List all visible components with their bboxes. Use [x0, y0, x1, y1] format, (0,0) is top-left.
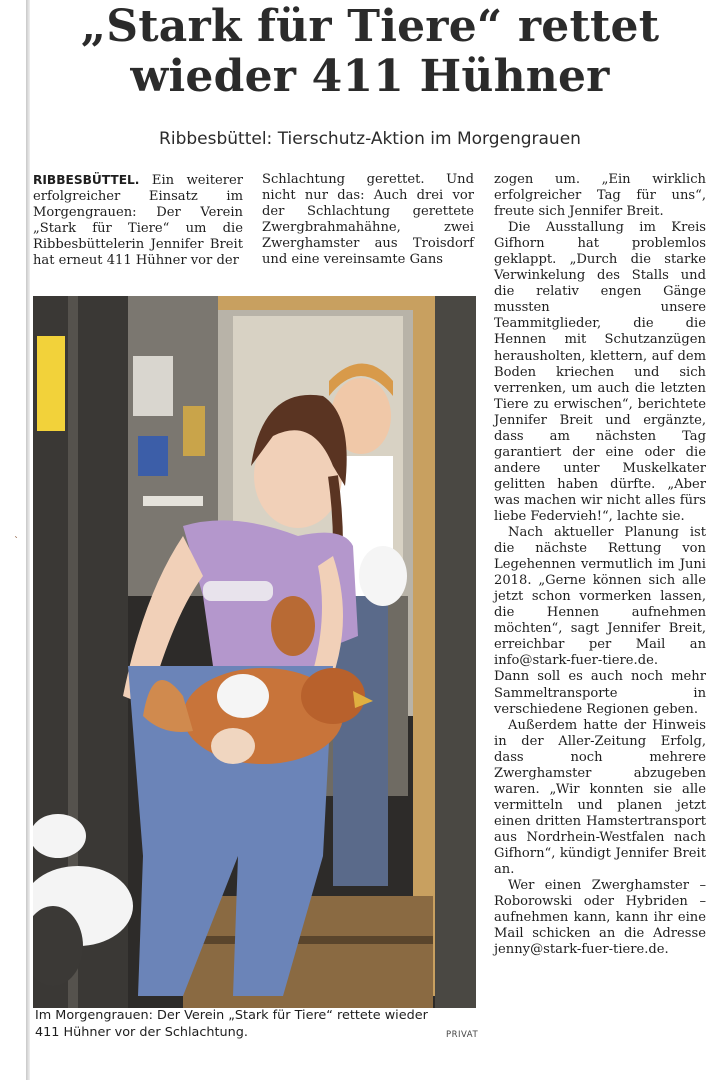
headline-line-1: „Stark für Tiere“ rettet — [80, 1, 660, 52]
article-column-3 — [494, 172, 706, 958]
photo-credit: PRIVAT — [446, 1030, 479, 1040]
paragraph: Wer einen Zwerghamster – Roborowski oder Hybriden – aufnehmen kann, kann ihr eine Mail schicken an die Adresse jenny@stark-fuer-tiere.de. — [494, 878, 706, 958]
headline — [60, 2, 680, 102]
headline-line-2: wieder 411 Hühner — [130, 51, 610, 102]
photo-illustration — [33, 296, 476, 1008]
dateline: RIBBESBÜTTEL. — [33, 173, 140, 187]
paragraph: zogen um. „Ein wirklich erfolgreicher Tag für uns“, freute sich Jennifer Breit. — [494, 172, 706, 220]
article-column-2 — [262, 172, 474, 268]
lead-paragraph — [33, 172, 243, 269]
paragraph: Nach aktueller Planung ist die nächste Rettung von Legehennen vermutlich im Juni 2018. „Gerne können sich alle jetzt schon vormerken lassen, die Hennen aufnehmen möchten“, sagt Jennifer Breit, erreichbar per Mail an info@stark-fuer-tiere.de. — [494, 525, 706, 669]
article-photo — [33, 296, 476, 1008]
paragraph: Dann soll es auch noch mehr Sammeltransporte in verschiedene Regionen geben. — [494, 669, 706, 717]
scan-edge — [26, 0, 30, 1080]
subheadline: Ribbesbüttel: Tierschutz-Aktion im Morgengrauen — [159, 129, 581, 149]
article-column-1 — [33, 172, 243, 269]
photo-caption: Im Morgengrauen: Der Verein „Stark für Tiere“ rettete wieder 411 Hühner vor der Schlachtung. — [35, 1008, 428, 1040]
lead-text: Ein weiterer erfolgreicher Einsatz im Morgengrauen: Der Verein „Stark für Tiere“ um die Ribbesbüttelerin Jennifer Breit hat erneut 411 Hühner vor der — [33, 173, 243, 269]
paragraph: Die Ausstallung im Kreis Gifhorn hat problemlos geklappt. „Durch die starke Verwinkelung des Stalls und die relativ engen Gänge mussten unsere Teammitglieder, die die Hennen mit Schutzanzügen herausholten, klettern, auf dem Boden kriechen und sich verrenken, um auch die letzten Tiere zu erwischen“, berichtete Jennifer Breit und ergänzte, dass am nächsten Tag garantiert der eine oder die andere unter Muskelkater gelitten haben dürfte. „Aber was machen wir nicht alles fürs liebe Federvieh!“, lachte sie. — [494, 220, 706, 524]
paragraph: Schlachtung gerettet. Und nicht nur das: Auch drei vor der Schlachtung gerettete Zwergbrahmahähne, zwei Zwerghamster aus Troisdorf und eine vereinsamte Gans — [262, 172, 474, 268]
margin-mark: ` — [14, 536, 19, 547]
paragraph: Außerdem hatte der Hinweis in der Aller-Zeitung Erfolg, dass noch mehrere Zwerghamster abzugeben waren. „Wir konnten sie alle vermitteln und planen jetzt einen dritten Hamstertransport aus Nordrhein-Westfalen nach Gifhorn“, kündigt Jennifer Breit an. — [494, 717, 706, 878]
